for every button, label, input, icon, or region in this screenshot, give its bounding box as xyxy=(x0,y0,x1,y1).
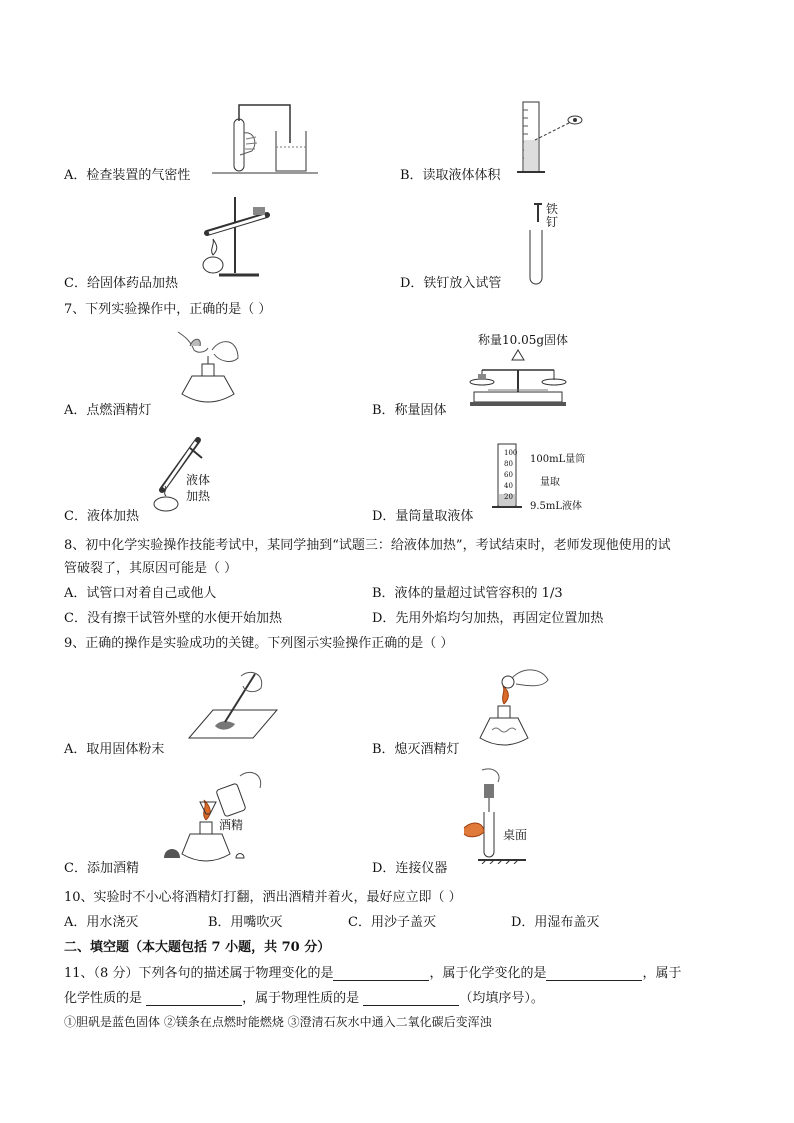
q11-blank-physical-property[interactable] xyxy=(363,991,459,1006)
q6-option-a[interactable]: A．检查装置的气密性 xyxy=(64,168,191,183)
q6-option-d[interactable]: D．铁钉放入试管 xyxy=(400,276,502,291)
q8-option-a[interactable]: A．试管口对着自己或他人 xyxy=(64,586,217,601)
q9-option-c[interactable]: C．添加酒精 xyxy=(64,861,139,876)
figure-extinguish-lamp xyxy=(472,660,552,750)
figure-add-alcohol xyxy=(160,766,270,870)
figure-light-alcohol-lamp xyxy=(172,326,244,410)
q11-statements: ①胆矾是蓝色固体 ②镁条在点燃时能燃烧 ③澄清石灰水中通入二氧化碳后变浑浊 xyxy=(64,1015,492,1029)
figure-read-volume xyxy=(515,100,585,178)
tick-label: 80 xyxy=(504,460,513,468)
q8-option-c[interactable]: C．没有擦干试管外壁的水便开始加热 xyxy=(64,611,282,626)
figure-airtightness-check xyxy=(210,103,320,175)
q11-blank-chemical-change[interactable] xyxy=(546,966,642,981)
q10-option-a[interactable]: A．用水浇灭 xyxy=(64,915,139,930)
fig-c-label-liquid: 液体 xyxy=(186,473,211,487)
fig-d-label-cylinder: 100mL量筒 xyxy=(530,454,586,465)
tick-label: 100 xyxy=(504,449,518,457)
q7-option-d[interactable]: D．量筒量取液体 xyxy=(372,509,474,524)
q10-stem: 10、实验时不小心将酒精灯打翻，洒出酒精并着火，最好应立即（ ） xyxy=(64,890,462,905)
q7-stem: 7、下列实验操作中，正确的是（ ） xyxy=(64,302,272,317)
q8-option-d[interactable]: D．先用外焰均匀加热，再固定位置加热 xyxy=(372,611,604,626)
q11-part3: ，属于 xyxy=(642,966,682,981)
figure-take-powder xyxy=(185,668,280,744)
q6-option-b[interactable]: B．读取液体体积 xyxy=(400,168,501,183)
figure-heat-solid xyxy=(197,193,277,279)
q8-stem-line2: 管破裂了，其原因可能是（ ） xyxy=(64,561,238,576)
figure-balance xyxy=(468,346,568,408)
q7-option-b[interactable]: B．称量固体 xyxy=(372,403,447,418)
q10-option-d[interactable]: D．用湿布盖灭 xyxy=(511,915,600,930)
q11-line2 xyxy=(64,987,544,1006)
q9-option-a[interactable]: A．取用固体粉末 xyxy=(64,742,165,757)
fig-d-label-volume: 9.5mL液体 xyxy=(530,501,583,512)
q11-part4: 化学性质的是 xyxy=(64,991,143,1006)
tick-label: 20 xyxy=(504,493,513,501)
q11-line1 xyxy=(64,962,681,981)
q7-option-a[interactable]: A．点燃酒精灯 xyxy=(64,403,152,418)
q9-stem: 9、正确的操作是实验成功的关键。下列图示实验操作正确的是（ ） xyxy=(64,636,454,651)
q10-option-c[interactable]: C．用沙子盖灭 xyxy=(348,915,436,930)
q9-option-d[interactable]: D．连接仪器 xyxy=(372,861,448,876)
q11-part5: ，属于物理性质的是 xyxy=(242,991,360,1006)
q7-option-c[interactable]: C．液体加热 xyxy=(64,509,139,524)
q11-part6: （均填序号）。 xyxy=(459,991,544,1006)
q11-blank-chemical-property[interactable] xyxy=(146,991,242,1006)
q11-blank-physical-change[interactable] xyxy=(333,966,429,981)
fig-d-label-measure: 量取 xyxy=(540,477,560,488)
q10-option-b[interactable]: B．用嘴吹灭 xyxy=(208,915,283,930)
section-2-heading: 二、填空题（本大题包括 7 小题，共 70 分） xyxy=(64,940,331,955)
q9-option-b[interactable]: B．熄灭酒精灯 xyxy=(372,742,460,757)
q11-part2: ，属于化学变化的是 xyxy=(429,966,547,981)
tick-label: 40 xyxy=(504,482,513,490)
q6-option-c[interactable]: C．给固体药品加热 xyxy=(64,276,178,291)
fig-b-caption: 称量10.05g固体 xyxy=(478,333,569,347)
q11-part1: 11、（8 分）下列各句的描述属于物理变化的是 xyxy=(64,966,334,981)
tick-label: 60 xyxy=(504,471,513,479)
cylinder-ticks xyxy=(504,448,517,503)
fig-d-label-table: 桌面 xyxy=(503,828,528,842)
fig-c-label-heat: 加热 xyxy=(186,489,211,503)
fig-d-label-iron: 铁 xyxy=(546,202,559,216)
fig-d-label-nail: 钉 xyxy=(546,215,559,229)
fig-c-label-alcohol: 酒精 xyxy=(219,818,244,832)
q8-option-b[interactable]: B．液体的量超过试管容积的 1/3 xyxy=(372,586,563,601)
q8-stem-line1: 8、初中化学实验操作技能考试中，某同学抽到“试题三：给液体加热”，考试结束时，老师发现他使用的试 xyxy=(64,538,671,553)
figure-connect-instruments xyxy=(458,766,528,864)
